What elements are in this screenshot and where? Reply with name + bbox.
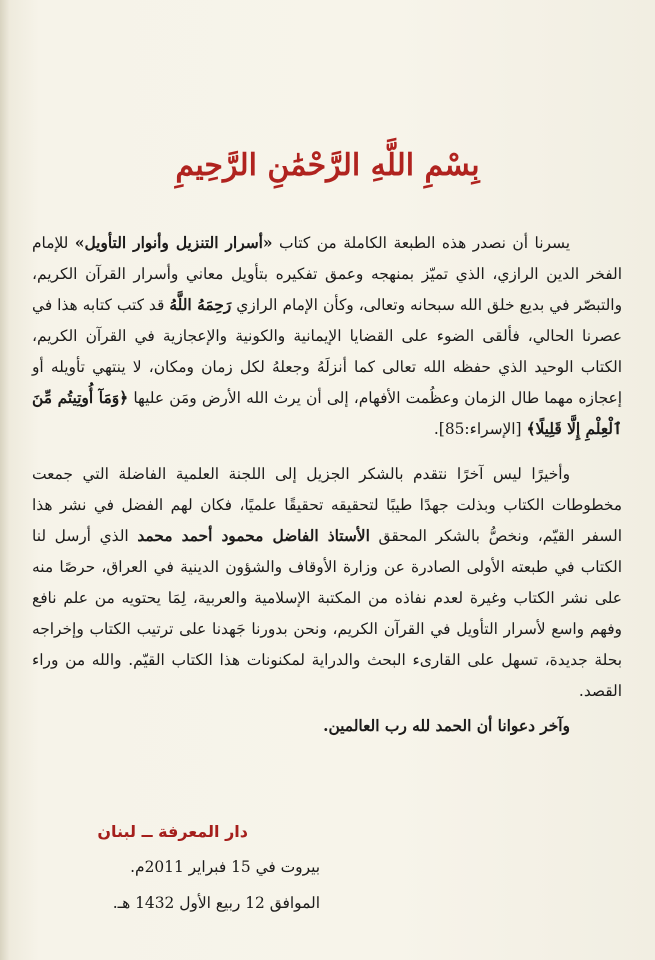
thanks-text: وأخيرًا ليس آخرًا نتقدم بالشكر الجزيل إلى اللجنة العلمية الفاضلة التي جمعت مخطوطات الكتاب وبذلت جهدًا طيبًا لتحقيقه تحقيقًا علميًا، فكان لهم الفضل في نشر هذا السفر القيّم، ونخصُّ بالشكر المحقق: [32, 465, 622, 545]
date-gregorian: بيروت في 15 فبراير 2011م.: [130, 858, 320, 876]
quran-verse: ﴿وَمَآ أُوتِيتُم مِّنَ ٱلْعِلْمِ إِلَّا قَلِيلًا﴾: [32, 389, 622, 438]
intro-text: يسرنا أن نصدر هذه الطبعة الكاملة من كتاب: [272, 234, 570, 252]
intro-text-3: قد كتب كتابه هذا في عصرنا الحالي، فألقى الضوء على القضايا الإيمانية والكونية والإعجازية في القرآن الكريم، الكتاب الوحيد الذي حفظه الله تعالى كما أنزلَهُ وجعلهُ لكل زمان ومكان، لا ينتهي تأويله أو إعجازه مهما طال الزمان وعظُمت الأفهام، إلى أن يرث الله الأرض ومَن عليها: [32, 296, 622, 407]
paragraph-thanks: [32, 459, 622, 707]
thanks-text-2: الذي أرسل لنا الكتاب في طبعته الأولى الصادرة عن وزارة الأوقاف والشؤون الدينية في العراق، حرصًا منه على نشر الكتاب وغيرة لعدم نفاذه من المكتبة الإسلامية والعربية، لِمَا يحتويه من علم نافع وفهم واسع لأسرار التأويل في القرآن الكريم، ونحن بدورنا جَهدنا على ترتيب الكتاب وإخراجه بحلة جديدة، تسهل على القارىء البحث والدراية لمكنونات هذا الكتاب القيّم. والله من وراء القصد.: [32, 527, 622, 700]
date-hijri: الموافق 12 ربيع الأول 1432 هـ.: [112, 894, 320, 912]
closing-line: وآخر دعوانا أن الحمد لله رب العالمين.: [323, 717, 570, 735]
editor-name: الأستاذ الفاضل محمود أحمد محمد: [137, 527, 370, 545]
book-title: «أسرار التنزيل وأنوار التأويل»: [74, 234, 273, 252]
verse-reference: [الإسراء:85].: [433, 420, 527, 438]
basmala-heading: بِسْمِ اللَّهِ الرَّحْمَٰنِ الرَّحِيمِ: [175, 148, 480, 183]
page-fold-shadow: [0, 0, 10, 960]
preface-body: [32, 228, 622, 742]
paragraph-intro: [32, 228, 622, 445]
honorific-phrase: رَحِمَهُ اللَّهُ: [169, 296, 232, 314]
intro-text-2: للإمام الفخر الدين الرازي، الذي تميّز بمنهجه وعمق تفكيره بتأويل معاني وأسرار القرآن الكريم، والتبصّر في بديع خلق الله سبحانه وتعالى، وكأن الإمام الرازي: [32, 234, 622, 314]
publisher-name: دار المعرفة ــ لبنان: [97, 822, 248, 841]
